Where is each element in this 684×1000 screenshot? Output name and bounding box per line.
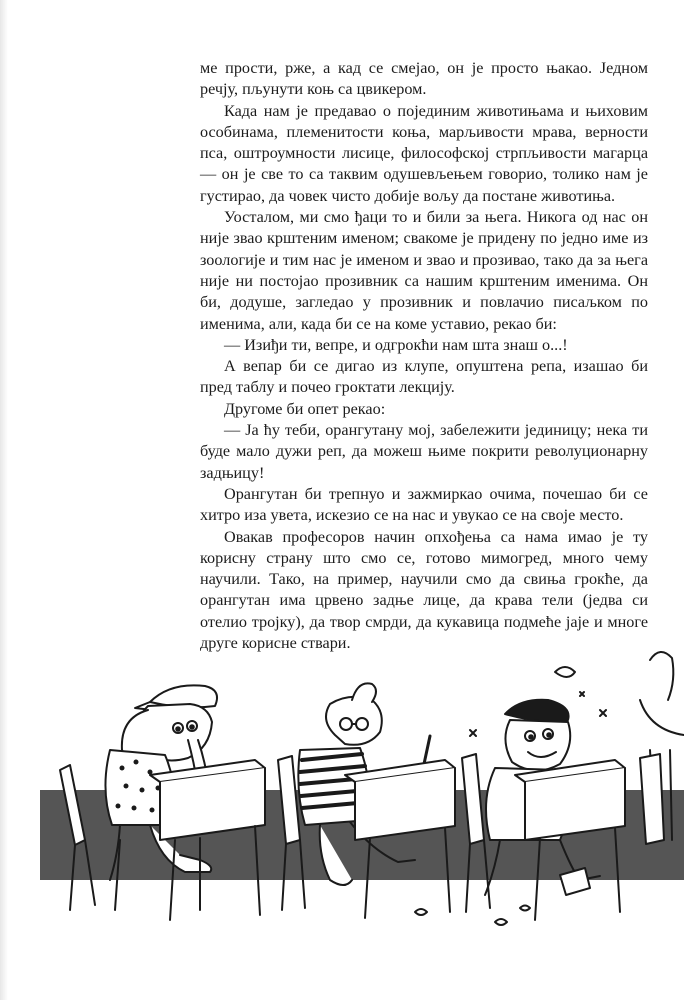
paragraph: А вепар би се дигао из клупе, опуштена репа, изашао би пред таблу и почео гроктати лекцију. (200, 357, 648, 397)
paper-scrap (415, 909, 427, 915)
paragraph: Уосталом, ми смо ђаци то и били за њега. Никога од нас он није звао крштеним именом; свакоме је придену по једно име из зоологије и тим нас је именом и звао и прозивао, тако да за њега није ни постојао прозивник са нашим крштеним именима. Он би, додуше, загледао у прозивник и повлачио писаљком по именима, али, када би се на коме уставио, рекао би: (200, 208, 648, 333)
classroom-illustration (0, 640, 684, 940)
paper-scrap (495, 919, 507, 925)
paragraph: Овакав професоров начин опхођења са нама имао је ту корисну страну што смо се, готово мимогред, много чему научили. Тако, на пример, научили смо да свиња грокће, да орангутан има црвено задње лице, да крава тели (једва си отелио тројку), да твор смрди, да кукавица подмеће јаје и многе друге корисне ствари. (200, 527, 648, 653)
illustration-svg (0, 640, 684, 940)
body-text (200, 58, 648, 654)
dialogue-line: — Ја ћу теби, орангутану мој, забележити јединицу; нека ти буде мало дужи реп, да можеш њиме покрити револуционарну задњицу! (200, 421, 648, 482)
paragraph: Када нам је предавао о појединим животињама и њиховим особинама, племенитости коња, марљивости мрава, верности пса, оштроумности лисице, философској стрпљивости магарца — он је све то са таквим одушевљењем говорио, толико нам је густирао, да човек чисто добије вољу да постане животиња. (200, 101, 648, 205)
paragraph: Орангутан би трепнуо и зажмиркао очима, почешао би се хитро иза увета, искезио се на нас и увукао се на своје место. (200, 484, 648, 525)
dialogue-line: — Изиђи ти, вепре, и одгрокћи нам шта знаш о...! (224, 335, 568, 354)
paragraph: ме прости, рже, а кад се смејао, он је просто њакао. Једном речју, пљунути коњ са цвикером. (200, 59, 648, 99)
paper-scrap (520, 906, 530, 911)
paragraph: Другоме би опет рекао: (224, 399, 386, 418)
